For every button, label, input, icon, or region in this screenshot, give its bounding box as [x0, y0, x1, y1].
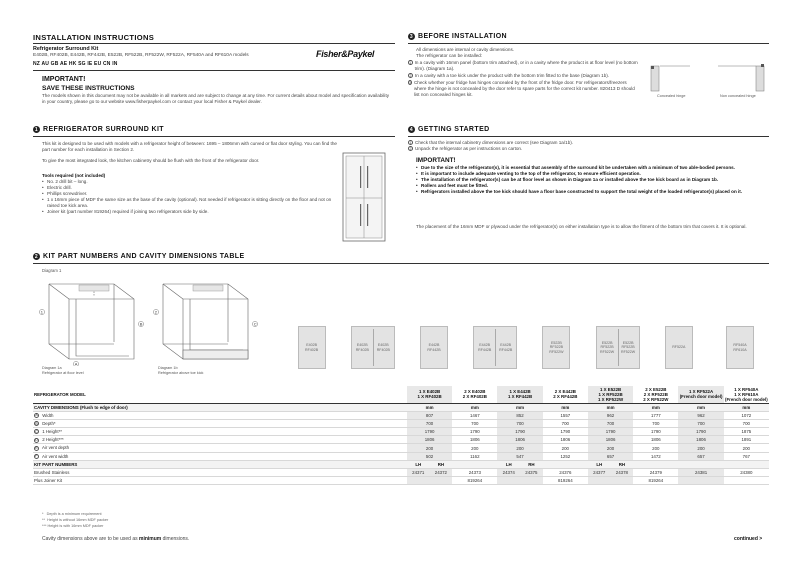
- lh-label: LH: [407, 460, 430, 468]
- table-cell: 700: [588, 419, 633, 427]
- diagram-marker: E: [35, 446, 38, 451]
- part-number: [407, 477, 452, 485]
- divider: [33, 263, 769, 264]
- unit-cell: mm: [407, 403, 452, 411]
- model-header: 2 X E522B 2 X RF522B 2 X RF522W: [633, 386, 678, 403]
- list-item: • Rollers and feet must be fitted.: [416, 183, 766, 189]
- table-cell: [678, 460, 723, 468]
- part-number: 819264: [543, 477, 588, 485]
- non-concealed-hinge-label: Non concealed hinge: [720, 94, 756, 98]
- part-number: 24372: [430, 469, 453, 477]
- section-title: REFRIGERATOR SURROUND KIT: [43, 126, 164, 133]
- section-1-heading: [33, 126, 164, 133]
- concealed-hinge-diagram: [650, 64, 695, 94]
- fridge-illustration: [726, 326, 754, 369]
- table-cell: 1790: [497, 428, 542, 436]
- table-row: [33, 444, 769, 452]
- table-cell: 1806: [678, 436, 723, 444]
- fridge-model-label: E402B RF402B: [355, 342, 369, 352]
- table-cell: 200: [407, 444, 452, 452]
- table-cell: 1790: [633, 428, 678, 436]
- table-cell: 200: [588, 444, 633, 452]
- part-number: 24378: [611, 469, 634, 477]
- brand-logo: Fisher&Paykel: [316, 49, 375, 59]
- table-cell: 700: [407, 419, 452, 427]
- list-item: • It is important to include adequate venting to the top of the refrigerator, to ensure efficient operation.: [416, 171, 766, 177]
- lh-label: LH: [497, 460, 520, 468]
- table-cell: 767: [724, 452, 769, 460]
- table-cell: 700: [497, 419, 542, 427]
- fridge-illustration: [542, 326, 570, 369]
- fridge-illustration: [420, 326, 448, 369]
- list-item: 1 In a cavity with 16mm panel (bottom trim attached), or in a cavity where the product is at floor level (no bottom trim). (Diagram 1a).: [409, 60, 638, 71]
- table-row: [33, 428, 769, 436]
- install-options-intro: The refrigerator can be installed:: [416, 53, 483, 58]
- fridge-model-label: E442B RF442B: [427, 342, 441, 352]
- footnote: *** Height is with 16mm MDF packer: [42, 524, 104, 528]
- table-cell: 1790: [407, 428, 452, 436]
- tool-item: • No. 2 drill bit – long.: [42, 179, 332, 185]
- table-cell: 1777: [633, 411, 678, 419]
- unit-cell: mm: [497, 403, 542, 411]
- part-number: [724, 477, 769, 485]
- column-header: REFRIGERATOR MODEL: [33, 386, 407, 403]
- surround-kit-illustration: [342, 152, 386, 242]
- kit-description: This kit is designed to be used with models with a refrigerator height of between: 1695 – 1806mm with curved or flat door styling. You can find the part number for each installation in Section 2.: [42, 141, 337, 152]
- fridge-model-label: E522B RF522B RF522W: [600, 340, 615, 354]
- model-header: 1 X E402B 1 X RF402B: [407, 386, 452, 403]
- table-cell: 1162: [452, 452, 497, 460]
- row-label: Plus Joiner Kit: [33, 477, 407, 485]
- minimum-dimensions-note: Cavity dimensions above are to be used as minimum dimensions.: [42, 536, 190, 542]
- divider: [408, 43, 769, 44]
- fridge-illustration: [665, 326, 693, 369]
- section-3-heading: [408, 33, 507, 40]
- list-item: 1 Check that the internal cabinetry dimensions are correct (see Diagram 1a/1b).: [409, 140, 574, 145]
- diagram-marker: C: [35, 429, 38, 434]
- part-number: 24376: [543, 469, 588, 477]
- list-item: 3 Check whether your fridge has hinges concealed by the front of the fridge door. For refrigerators/freezers where the hinge is not concealed by the door refer to spare parts for the correct kit number. 820413 D should list non concealed hinges kit.: [409, 80, 635, 97]
- list-item: 2 In a cavity with a toe kick under the product with the bottom trim fitted to the base (Diagram 1b).: [409, 73, 610, 78]
- part-number: 24381: [678, 469, 723, 477]
- divider: [33, 70, 395, 71]
- concealed-hinge-label: Concealed hinge: [657, 94, 686, 98]
- diagram-marker: F: [35, 454, 38, 459]
- part-number: 24375: [520, 469, 543, 477]
- unit-cell: mm: [633, 403, 678, 411]
- table-cell: 700: [452, 419, 497, 427]
- table-cell: 1790: [452, 428, 497, 436]
- table-cell: [452, 460, 497, 468]
- model-header: 1 X E522B 1 X RF522B 1 X RF522W: [588, 386, 633, 403]
- table-row: [33, 452, 769, 460]
- table-cell: 200: [497, 444, 542, 452]
- list-item: • Due to the size of the refrigerator(s), it is essential that assembly of the surround kit be undertaken with a minimum of two able-bodied persons.: [416, 165, 766, 171]
- table-cell: 807: [407, 411, 452, 419]
- part-number: 819264: [633, 477, 678, 485]
- tool-item: • Joiner kit (part number 819264) required if joining two refrigerators side by side.: [42, 209, 332, 215]
- part-number: 24377: [588, 469, 611, 477]
- part-number: 24380: [724, 469, 769, 477]
- table-cell: 200: [633, 444, 678, 452]
- table-section-row: [33, 403, 769, 411]
- row-label: B Depth*: [33, 419, 407, 427]
- rh-label: RH: [611, 460, 634, 468]
- section-label: CAVITY DIMENSIONS (Flush to edge of door): [33, 403, 407, 411]
- unit-cell: mm: [588, 403, 633, 411]
- table-cell: 1891: [724, 436, 769, 444]
- row-label: E Air vent depth: [33, 444, 407, 452]
- model-list: E402B, RF402B, E442B, RF442B, E522B, RF522B, RF522W, RF522A, RF540A and RF610A models: [33, 53, 249, 58]
- fridge-illustration: [473, 326, 517, 369]
- diagram-marker: B: [35, 421, 38, 426]
- table-cell: 657: [678, 452, 723, 460]
- part-number: [497, 477, 542, 485]
- table-cell: 852: [497, 411, 542, 419]
- fridge-illustration: [351, 326, 395, 369]
- table-cell: 502: [407, 452, 452, 460]
- table-cell: 657: [588, 452, 633, 460]
- table-cell: 1252: [543, 452, 588, 460]
- fridge-model-label: RF540A RF610A: [733, 342, 747, 352]
- part-number: 24374: [497, 469, 520, 477]
- list-item: 2 Unpack the refrigerator as per instructions on carton.: [409, 146, 523, 151]
- fridge-model-label: E442B RF442B: [478, 342, 492, 352]
- unit-cell: mm: [724, 403, 769, 411]
- row-label: Brushed Stainless: [33, 469, 407, 477]
- availability-disclaimer: The models shown in this document may not be available in all markets and are subject to change at any time. For current details about model and specification availability in your country, please go to our website www.fisherpaykel.com or contact your local Fisher & Paykel dealer.: [42, 93, 390, 104]
- table-cell: 200: [678, 444, 723, 452]
- table-row: [33, 419, 769, 427]
- important-list: [416, 165, 766, 195]
- tool-item: • Electric drill.: [42, 185, 332, 191]
- table-cell: 1472: [633, 452, 678, 460]
- fridge-model-label: E402B RF402B: [305, 342, 319, 352]
- table-row: [33, 469, 769, 477]
- country-codes: NZ AU GB AE HK SG IE EU CN IN: [33, 61, 118, 67]
- unit-cell: mm: [543, 403, 588, 411]
- table-cell: 1557: [543, 411, 588, 419]
- section-title: GETTING STARTED: [418, 126, 490, 133]
- diagram-marker: A: [35, 413, 38, 418]
- unit-cell: mm: [678, 403, 723, 411]
- diagram-marker: D: [35, 438, 38, 443]
- table-cell: [543, 460, 588, 468]
- table-cell: 1806: [543, 436, 588, 444]
- table-row: [33, 411, 769, 419]
- table-cell: 1790: [678, 428, 723, 436]
- table-cell: 1806: [497, 436, 542, 444]
- table-row: [33, 436, 769, 444]
- diagram-1-label: Diagram 1: [42, 268, 62, 273]
- getting-started-steps: [408, 140, 758, 152]
- table-cell: 700: [678, 419, 723, 427]
- table-cell: 1806: [452, 436, 497, 444]
- table-cell: 962: [588, 411, 633, 419]
- tools-heading: Tools required (not included): [42, 173, 106, 178]
- tool-item: • 1 x 16mm piece of MDF the same size as the base of the cavity (optional). Not needed if refrigerator is sitting directly on the floor and not on raised toe kick area.: [42, 197, 332, 209]
- section-label: KIT PART NUMBERS: [33, 460, 407, 468]
- footnotes: [42, 511, 108, 529]
- table-cell: 1806: [588, 436, 633, 444]
- marker-a: 1: [40, 309, 44, 315]
- row-label: C 1 Height**: [33, 428, 407, 436]
- footnote: ** Height is without 16mm MDF packer: [42, 518, 109, 522]
- model-header: 2 X E402B 2 X RF402B: [452, 386, 497, 403]
- continued-label: continued >: [734, 536, 763, 542]
- lh-label: LH: [588, 460, 611, 468]
- table-cell: 1790: [543, 428, 588, 436]
- fridge-illustration: [596, 326, 640, 369]
- fridge-model-label: E522B RF522B RF522W: [549, 340, 564, 354]
- dimensions-note: All dimensions are internal or cavity dimensions.: [416, 47, 515, 52]
- model-header: 2 X E442B 2 X RF442B: [543, 386, 588, 403]
- fridge-model-label: E402B RF402B: [376, 342, 390, 352]
- model-header: 1 X E442B 1 X RF442B: [497, 386, 542, 403]
- divider: [33, 43, 395, 44]
- table-cell: 1790: [588, 428, 633, 436]
- row-label: A Width: [33, 411, 407, 419]
- table-cell: [633, 460, 678, 468]
- model-header: 1 X RF540A 1 X RF610A (French door model): [724, 386, 768, 402]
- section-title: BEFORE INSTALLATION: [418, 33, 508, 40]
- fridge-model-label: E522B RF522B RF522W: [621, 340, 636, 354]
- doc-title: INSTALLATION INSTRUCTIONS: [33, 33, 155, 42]
- diagram-1b-cavity: [148, 274, 263, 366]
- table-cell: 200: [452, 444, 497, 452]
- part-number: [588, 477, 633, 485]
- part-number: 24379: [633, 469, 678, 477]
- section-4-heading: [408, 126, 490, 133]
- section-number: 2: [34, 253, 39, 260]
- section-number: 4: [409, 126, 414, 133]
- table-cell: 1072: [724, 411, 769, 419]
- fridge-model-label: RF522A: [672, 345, 686, 350]
- table-cell: 962: [678, 411, 723, 419]
- table-cell: 200: [724, 444, 769, 452]
- table-cell: 1875: [724, 428, 769, 436]
- divider: [408, 136, 769, 137]
- marker-d: 2: [154, 309, 158, 315]
- section-number: 3: [409, 33, 414, 40]
- table-cell: 700: [543, 419, 588, 427]
- section-2-heading: [33, 253, 245, 260]
- table-cell: 700: [633, 419, 678, 427]
- part-number: 24371: [407, 469, 430, 477]
- table-header-row: [33, 386, 769, 403]
- table-cell: [724, 460, 769, 468]
- non-concealed-hinge-diagram: [716, 64, 766, 94]
- list-item: • Refrigerators installed above the toe kick should have a floor base constructed to support the total weight of the loaded refrigerator(s) placed on it.: [416, 189, 766, 195]
- mdf-note: The placement of the 16mm MDF or plywood under the refrigerator(s) on either installation type is to allow the fitment of the bottom trim that covers it. It is optional.: [416, 224, 747, 229]
- diagram-1a-caption: Diagram 1a Refrigerator at floor level: [42, 366, 84, 375]
- install-options-list: [408, 60, 640, 98]
- table-cell: 700: [724, 419, 769, 427]
- part-number: 819264: [452, 477, 497, 485]
- marker-b: A: [74, 361, 78, 366]
- diagram-1b-caption: Diagram 1b Refrigerator above toe kick: [158, 366, 204, 375]
- rh-label: RH: [430, 460, 453, 468]
- footnote: * Depth is a minimum requirement: [42, 512, 102, 516]
- section-number: 1: [34, 126, 39, 133]
- table-cell: 1467: [452, 411, 497, 419]
- section-title: KIT PART NUMBERS AND CAVITY DIMENSIONS TABLE: [43, 253, 245, 260]
- flush-note: To give the most integrated look, the kitchen cabinetry should be flush with the front of the refrigerator door.: [42, 158, 260, 163]
- marker-e: C: [253, 321, 257, 327]
- marker-c: B: [139, 321, 143, 327]
- important-heading: IMPORTANT!: [42, 76, 86, 83]
- tools-list: [42, 179, 332, 215]
- divider: [33, 136, 395, 137]
- save-instructions-heading: SAVE THESE INSTRUCTIONS: [42, 85, 135, 92]
- table-cell: 1806: [633, 436, 678, 444]
- table-row: [33, 477, 769, 485]
- table-cell: 547: [497, 452, 542, 460]
- table-cell: 1806: [407, 436, 452, 444]
- part-number: 24373: [452, 469, 497, 477]
- diagram-1a-cavity: [34, 274, 149, 366]
- part-number: [678, 477, 723, 485]
- row-label: F Air vent width: [33, 452, 407, 460]
- doc-subtitle: Refrigerator Surround Kit: [33, 46, 99, 52]
- model-header: 1 X RF522A (French door model): [678, 386, 723, 403]
- fridge-illustration: [298, 326, 326, 369]
- important-heading: IMPORTANT!: [416, 157, 456, 164]
- unit-cell: mm: [452, 403, 497, 411]
- kit-table: [33, 386, 769, 485]
- table-section-row: [33, 460, 769, 468]
- rh-label: RH: [520, 460, 543, 468]
- table-cell: 200: [543, 444, 588, 452]
- fridge-model-label: E442B RF442B: [499, 342, 513, 352]
- tool-item: • Phillips screwdriver.: [42, 191, 332, 197]
- list-item: • The installation of the refrigerator(s) can be at floor level as shown in Diagram 1a or installed above the toe kick board as in Diagram 1b.: [416, 177, 766, 183]
- row-label: D 2 Height***: [33, 436, 407, 444]
